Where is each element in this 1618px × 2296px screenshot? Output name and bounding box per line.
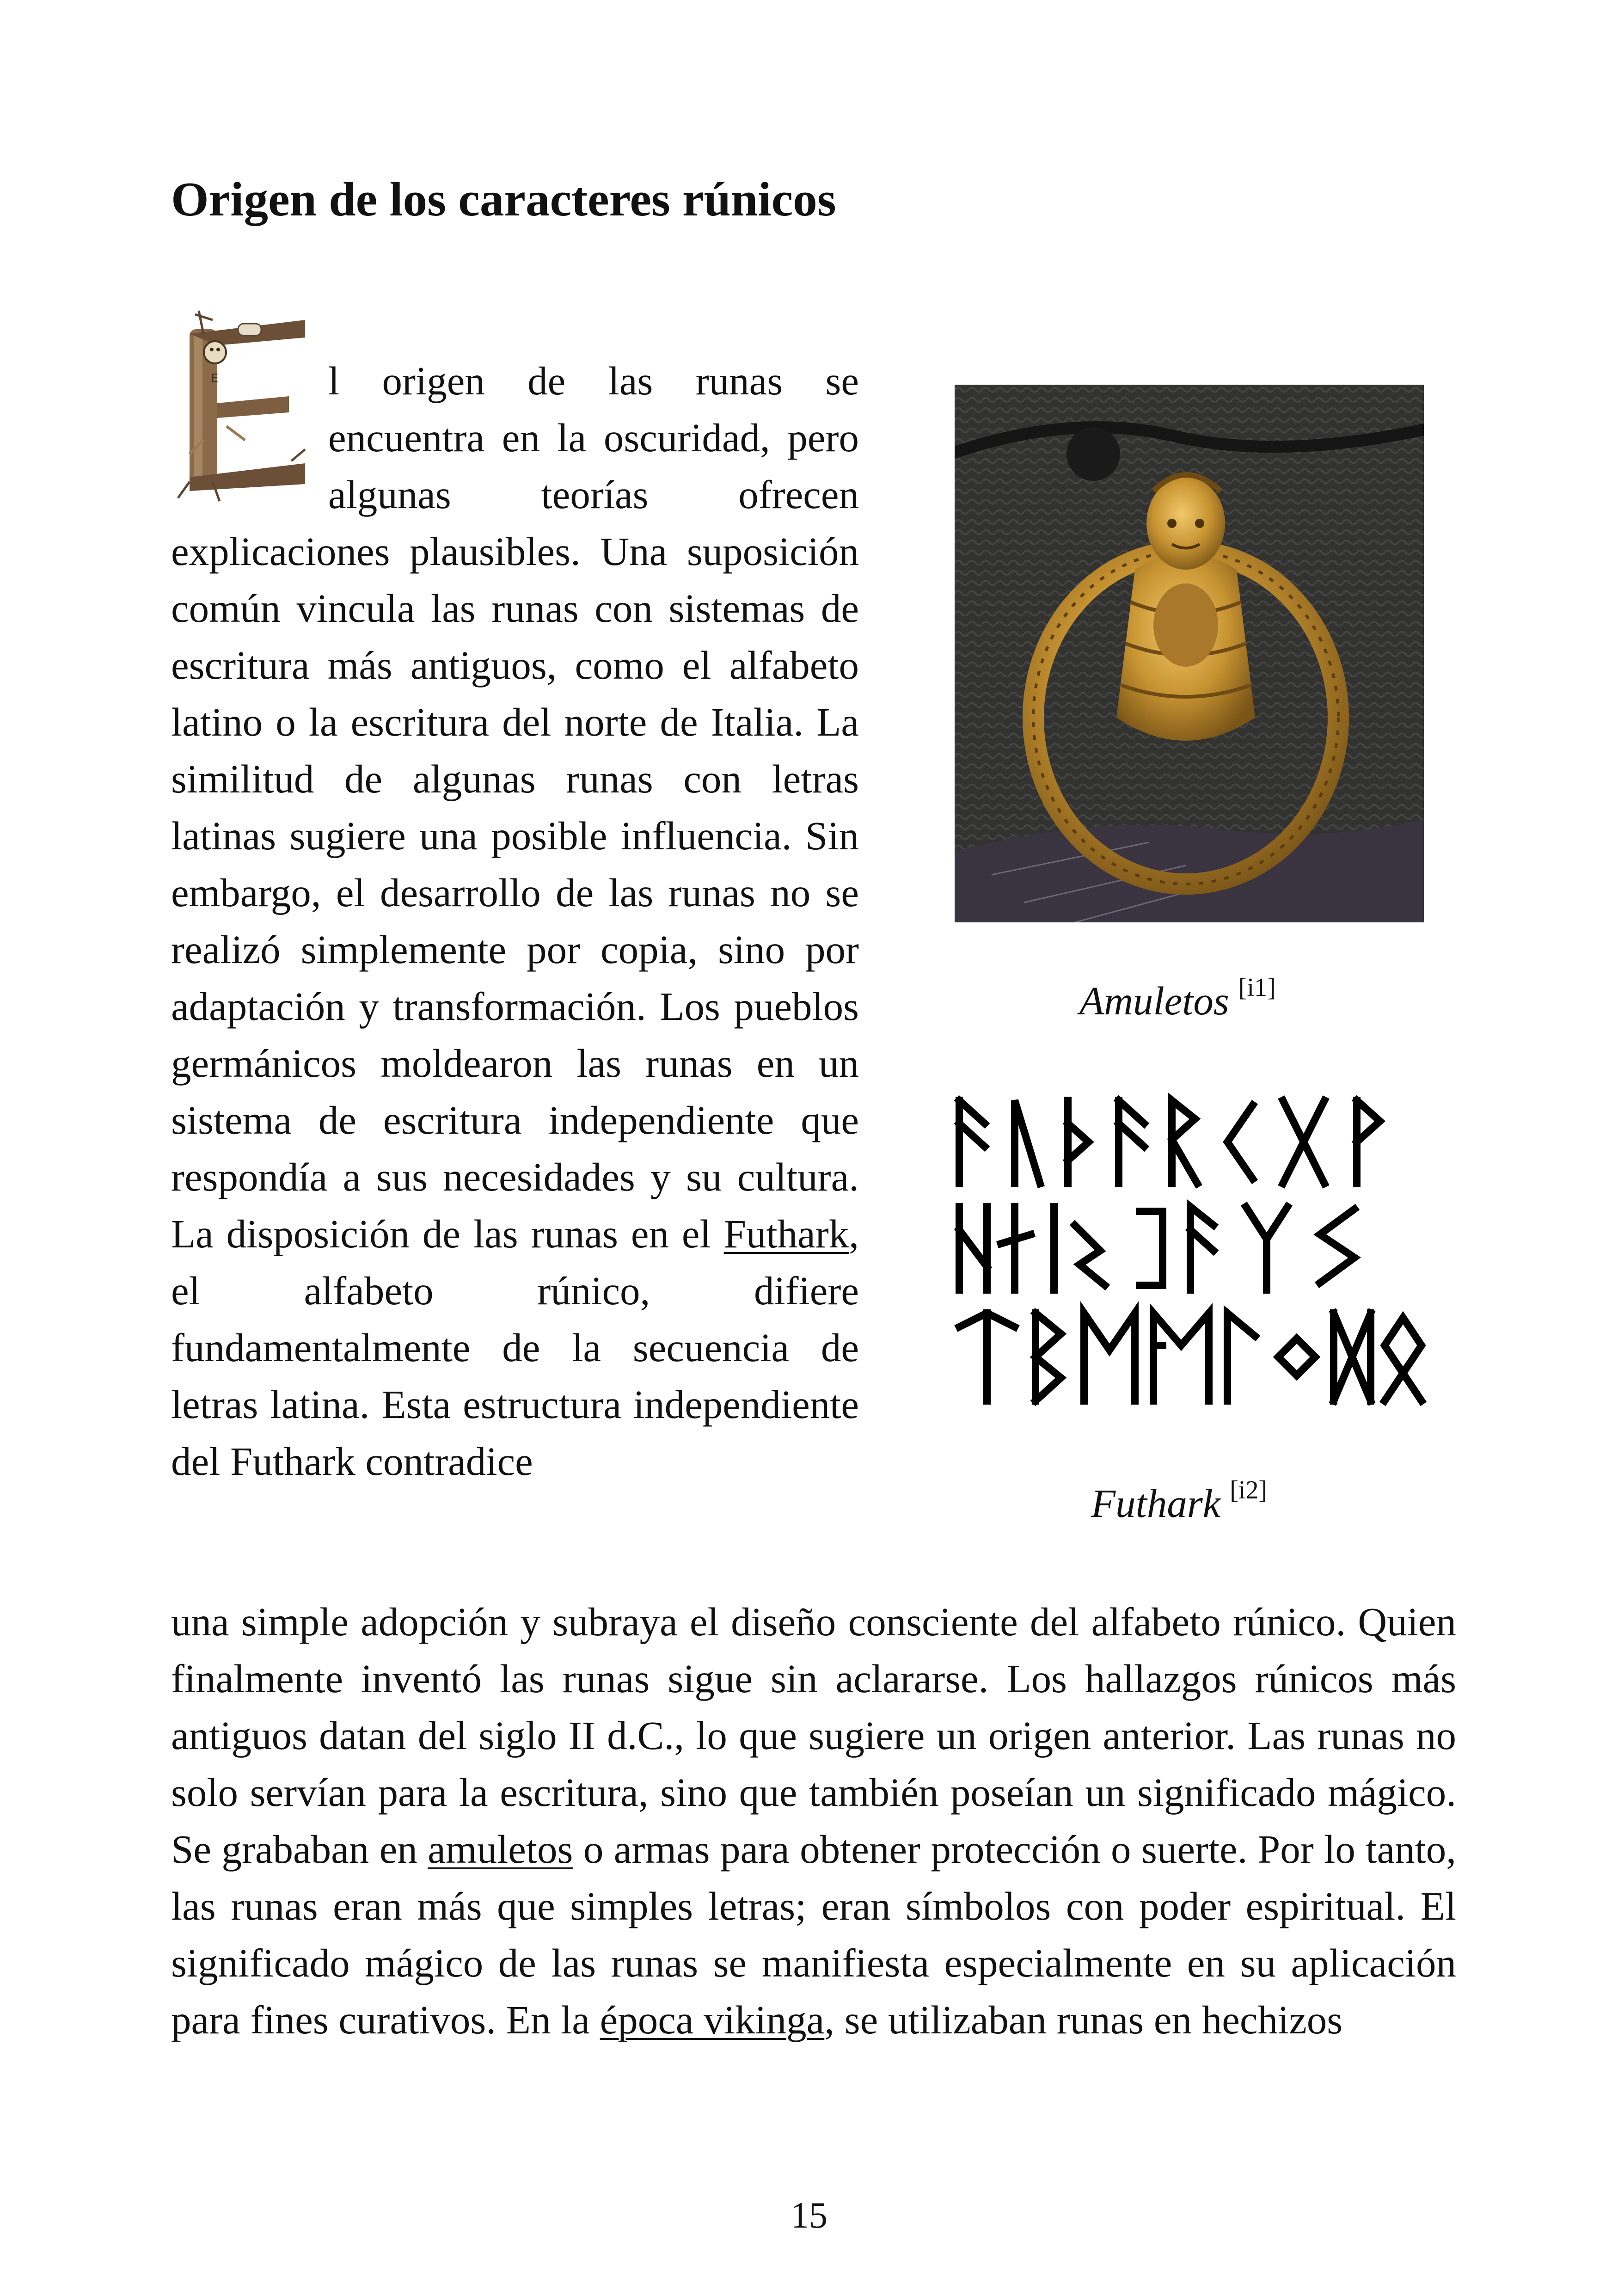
dropcap-illustration: [171, 301, 310, 505]
full-paragraph: [171, 1593, 1456, 2048]
futhark-caption: Futhark [i2]: [1091, 1476, 1268, 1526]
full-text-3: , se utilizaban runas en hechizos: [824, 1997, 1343, 2042]
futhark-link[interactable]: Futhark: [723, 1211, 849, 1256]
column-text-2: , el alfabeto rúnico, difiere fundamentalmente de la secuencia de letras latina. Esta estructura independiente del Futhark contradice: [171, 1211, 859, 1484]
amulet-photo: [955, 385, 1424, 922]
column-text: l origen de las runas se encuentra en la oscuridad, pero algunas teorías ofrecen explicaciones plausibles. Una suposición común vincula las runas con sistemas de escritura más antiguos, como el alfabeto latino o la escritura del norte de Italia. La similitud de algunas runas con letras latinas sugiere una posible influencia. Sin embargo, el desarrollo de las runas no se realizó simplemente por copia, sino por adaptación y transformación. Los pueblos germánicos moldearon las runas en un sistema de escritura independiente que respondía a sus necesidades y su cultura. La disposición de las runas en el: [171, 358, 859, 1256]
column-paragraph: [171, 352, 859, 1490]
futhark-reference[interactable]: [i2]: [1230, 1476, 1268, 1504]
amulet-image: [955, 385, 1424, 922]
amulet-caption: Amuletos [i1]: [1079, 973, 1276, 1023]
page-number: 15: [791, 2195, 827, 2236]
page-title: Origen de los caracteres rúnicos: [171, 172, 836, 226]
full-text-2: o armas para obtener protección o suerte. Por lo tanto, las runas eran más que simples letras; eran símbolos con poder espiritual. El significado mágico de las runas se manifiesta especialmente en su aplicación para fines curativos. En la: [171, 1827, 1457, 2042]
futhark-runes-image: [941, 1091, 1438, 1415]
dropcap-letter: E: [211, 372, 219, 386]
amuletos-link[interactable]: amuletos: [428, 1827, 573, 1872]
full-text-1: una simple adopción y subraya el diseño consciente del alfabeto rúnico. Quien finalmente inventó las runas sigue sin aclararse. Los hallazgos rúnicos más antiguos datan del siglo II d.C., lo que sugiere un origen anterior. Las runas no solo servían para la escritura, sino que también poseían un significado mágico. Se grababan en: [171, 1599, 1456, 1872]
amulet-reference[interactable]: [i1]: [1238, 973, 1276, 1002]
epoca-vikinga-link[interactable]: época vikinga: [600, 1997, 825, 2042]
